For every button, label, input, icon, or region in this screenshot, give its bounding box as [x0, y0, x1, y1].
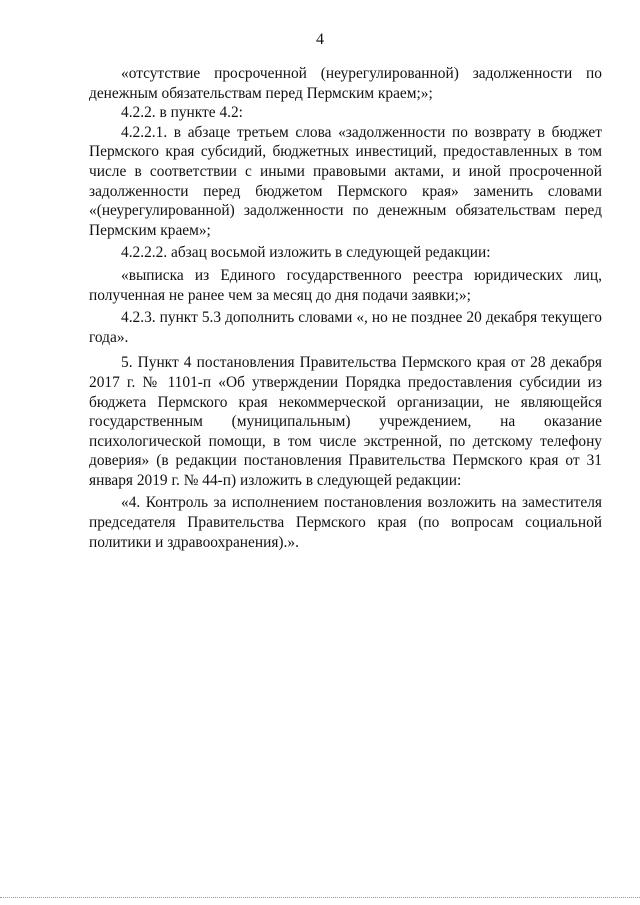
paragraph-control-clause: «4. Контроль за исполнением постановления возложить на заместителя председателя Правительства Пермского края (по вопросам социальной политики и здравоохранения).». — [89, 494, 602, 551]
page-bottom-border — [0, 897, 640, 898]
paragraph-4-2-2-1: 4.2.2.1. в абзаце третьем слова «задолженности по возврату в бюджет Пермского края субсидий, бюджетных инвестиций, предоставленных в том числе в соответствии с иными правовыми актами, и иной просроченной задолженности перед бюджетом Пермского края» заменить словами «(неурегулированной) задолженности по денежным обязательствам перед Пермским краем»; — [89, 123, 602, 239]
paragraph-5: 5. Пункт 4 постановления Правительства Пермского края от 28 декабря 2017 г. № 1101-п «Об утверждении Порядка предоставления субсидии из бюджета Пермского края некоммерческой организации, не являющейся государственным (муниципальным) учреждением, на оказание психологической помощи, в том числе экстренной, по детскому телефону доверия» (в редакции постановления Правительства Пермского края от 31 января 2019 г. № 44-п) изложить в следующей редакции: — [89, 354, 602, 489]
paragraph-debt-clause: «отсутствие просроченной (неурегулированной) задолженности по денежным обязательствам перед Пермским краем;»; — [89, 65, 602, 102]
paragraph-4-2-2: 4.2.2. в пункте 4.2: — [121, 104, 243, 122]
paragraph-4-2-2-2: 4.2.2.2. абзац восьмой изложить в следующей редакции: — [121, 244, 491, 262]
paragraph-4-2-3: 4.2.3. пункт 5.3 дополнить словами «, но не позднее 20 декабря текущего года». — [89, 309, 602, 346]
document-body — [89, 64, 602, 552]
page-number: 4 — [316, 31, 324, 48]
paragraph-registry-extract: «выписка из Единого государственного реестра юридических лиц, полученная не ранее чем за месяц до дня подачи заявки;»; — [89, 266, 602, 304]
